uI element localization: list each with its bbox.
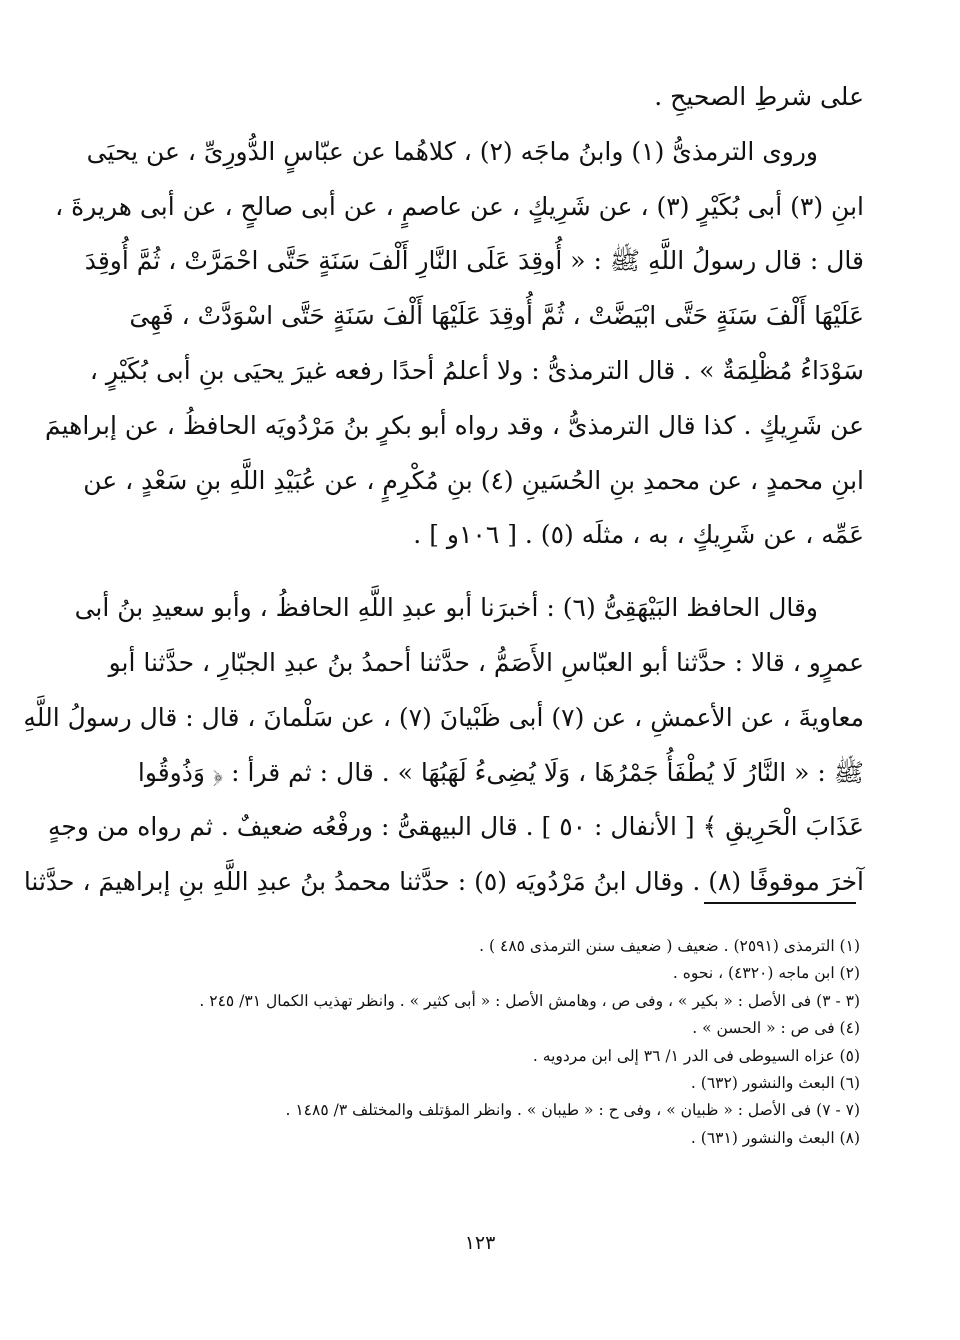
footnote: (٢) ابن ماجه (٤٣٢٠) ، نحوه . — [672, 964, 860, 983]
text-line: وروى الترمذىُّ (١) وابنُ ماجَه (٢) ، كلاهُما عن عبّاسٍ الدُّورِىِّ ، عن يحيَى — [86, 136, 818, 166]
footnotes — [140, 933, 860, 1152]
paragraph-1 — [150, 70, 864, 125]
text-line: عَلَيْهَا أَلْفَ سَنَةٍ حَتَّى ابْيَضَّتْ ، ثُمَّ أُوقِدَ عَلَيْهَا أَلْفَ سَنَةٍ حَتَّى اسْوَدَّتْ ، فَهِىَ — [129, 301, 864, 331]
text-line: قال : قال رسولُ اللَّهِ ﷺ : « أُوقِدَ عَلَى النَّارِ أَلْفَ سَنَةٍ حَتَّى احْمَرَّتْ ، ثُمَّ أُوقِدَ — [84, 246, 864, 276]
text-line: ابنِ محمدٍ ، عن محمدِ بنِ الحُسَينِ (٤) بنِ مُكْرِمٍ ، عن عُبَيْدِ اللَّهِ بنِ سَعْدٍ ، عن — [83, 465, 864, 495]
paragraph-3 — [23, 581, 864, 910]
footnote: (٦) البعث والنشور (٦٣٢) . — [690, 1074, 860, 1093]
text-line: ﷺ : « النَّارُ لَا يُطْفَأُ جَمْرُهَا ، وَلَا يُضِىءُ لَهَبُهَا » . قال : ثم قرأ : ﴿ وَذُوقُوا — [137, 757, 864, 787]
footnote: (٣ - ٣) فى الأصل : « بكير » ، وفى ص ، وهامش الأصل : « أبى كثير » . وانظر تهذيب الكمال ٣١/ ٢٤٥ . — [199, 991, 860, 1010]
paragraph-2 — [44, 125, 864, 563]
footnote: (٨) البعث والنشور (٦٣١) . — [690, 1128, 860, 1147]
footnote: (٥) عزاه السيوطى فى الدر ١/ ٣٦ إلى ابن مردويه . — [532, 1046, 860, 1065]
text-line: عن شَرِيكٍ . كذا قال الترمذىُّ ، وقد رواه أبو بكرٍ بنُ مَرْدُويَه الحافظُ ، عن إبراهيمَ — [44, 410, 864, 440]
text-line: على شرطِ الصحيحِ . — [654, 82, 864, 111]
footnote: (١) الترمذى (٢٥٩١) . ضعيف ( ضعيف سنن الترمذى ٤٨٥ ) . — [479, 937, 860, 955]
main-text — [23, 70, 864, 910]
paragraph-gap — [150, 563, 864, 581]
footnote: (٧ - ٧) فى الأصل : « ظبيان » ، وفى ح : « طيبان » . وانظر المؤتلف والمختلف ٣/ ١٤٨٥ . — [285, 1101, 860, 1120]
text-line: وقال الحافظ البَيْهَقِىُّ (٦) : أخبرَنا أبو عبدِ اللَّهِ الحافظُ ، وأبو سعيدِ بنُ أبى — [74, 593, 818, 623]
page-number: ١٢٣ — [464, 1232, 496, 1254]
footnote-separator — [704, 902, 856, 904]
text-line: عَمِّه ، عن شَرِيكٍ ، به ، مثلَه (٥) . [ ١٠٦و ] . — [413, 520, 864, 550]
footnote: (٤) فى ص : « الحسن » . — [692, 1019, 860, 1038]
text-line: آخرَ موقوفًا (٨) . وقال ابنُ مَرْدُويَه (٥) : حدَّثنا محمدُ بنُ عبدِ اللَّهِ بنِ إبراهيمَ ، حدَّثنا — [23, 867, 864, 897]
text-line: عمرٍو ، قالا : حدَّثنا أبو العبّاسِ الأَصَمُّ ، حدَّثنا أحمدُ بنُ عبدِ الجبّارِ ، حدَّثنا أبو — [108, 647, 864, 677]
text-line: معاويةَ ، عن الأعمشِ ، عن (٧) أبى ظَبْيانَ (٧) ، عن سَلْمانَ ، قال : قال رسولُ اللَّهِ — [23, 702, 864, 732]
text-line: ابنِ (٣) أبى بُكَيْرٍ (٣) ، عن شَرِيكٍ ، عن عاصمٍ ، عن أبى صالحٍ ، عن أبى هريرةَ ، — [55, 191, 864, 221]
text-line: عَذَابَ الْحَرِيقِ ﴾ [ الأنفال : ٥٠ ] . قال البيهقىُّ : ورفْعُه ضعيفٌ . ثم رواه من وجهٍ — [47, 812, 864, 842]
text-line: سَوْدَاءُ مُظْلِمَةٌ » . قال الترمذىُّ : ولا أعلمُ أحدًا رفعه غيرَ يحيَى بنِ أبى بُكَيْرٍ ، — [89, 355, 864, 385]
